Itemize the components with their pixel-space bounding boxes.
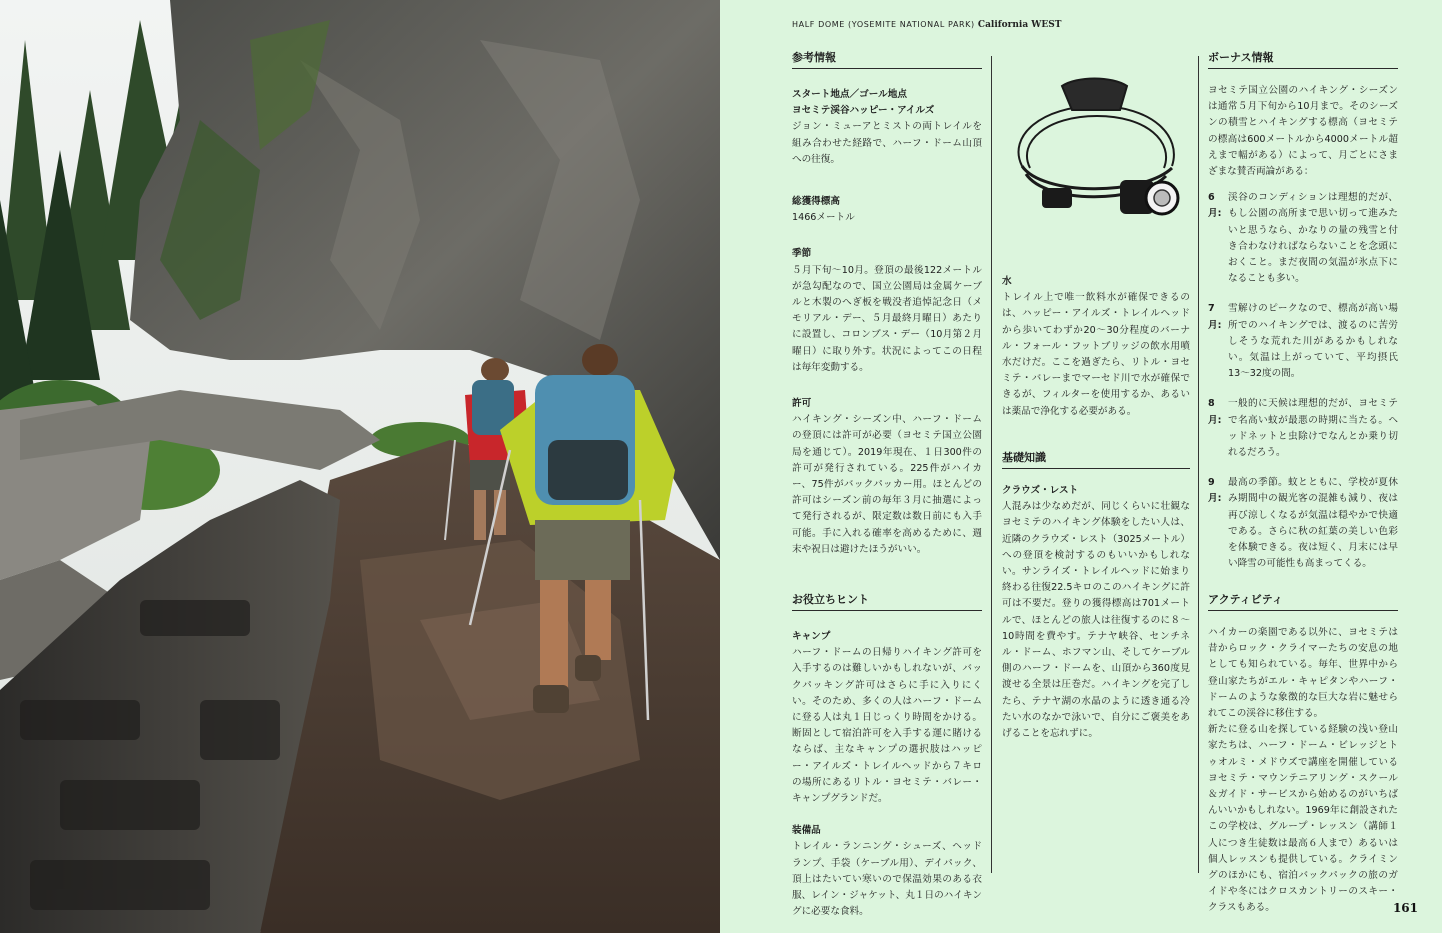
text-page	[720, 0, 1442, 933]
column-divider	[1198, 56, 1199, 873]
water-title: 水	[1002, 276, 1012, 287]
season-text: ５月下旬〜10月。登頂の最後122メートルが急勾配なので、国立公園局は金属ケーブルと木製のへぎ板を戦没者追悼記念日（メモリアル・デー、５月最終月曜日）あたりに設置し、コロンブス・デー（10月第２月曜日）に取り外す。状況によってこの日程は毎年変動する。	[792, 264, 982, 373]
season-title: 季節	[792, 248, 812, 260]
clouds-rest-block	[1002, 483, 1190, 742]
month-label: 6月:	[1208, 192, 1222, 220]
photo-illustration	[0, 0, 720, 933]
month-text: 渓谷のコンディションは理想的だが、もし公園の高所まで思い切って進みたいと思うなら、かなりの量の残雪と付き合わなければならないことを念頭におくこと。まだ夜間の気温が氷点下になることも多い。	[1228, 192, 1398, 285]
bonus-intro: ヨセミテ国立公園のハイキング・シーズンは通常５月下旬から10月まで。そのシーズンの積雪とハイキングする標高（ヨセミテの標高は600メートルから4000メートル超えまで幅がある）によって、月ごとにさまざまな賛否両論がある：	[1208, 85, 1398, 178]
month-label: 9月:	[1208, 477, 1222, 505]
headlamp-icon	[1002, 76, 1192, 226]
activity-section	[1208, 592, 1398, 917]
column-divider	[991, 56, 992, 873]
running-head-region: California WEST	[977, 20, 1062, 30]
section-heading-basics: 基礎知識	[1002, 450, 1190, 469]
month-july	[1208, 301, 1398, 382]
elevation-title: 総獲得標高	[792, 196, 840, 208]
clouds-rest-title: クラウズ・レスト	[1002, 485, 1079, 496]
start-goal-block	[792, 87, 982, 168]
page-number: 161	[1392, 901, 1418, 915]
month-label: 8月:	[1208, 398, 1222, 426]
water-block	[1002, 274, 1190, 420]
gear-block	[792, 823, 982, 920]
month-text: 最高の季節。蚊とともに、学校が夏休み期間中の観光客の混雑も減り、夜は再び涼しくなるが気温は穏やかで快適である。さらに秋の紅葉の美しい色彩を体験できる。夜は短く、月末には早い降雪の可能性も高まってくる。	[1228, 477, 1398, 570]
basics-section	[1002, 450, 1190, 758]
camp-block	[792, 629, 982, 807]
permit-text: ハイキング・シーズン中、ハーフ・ドームの登頂には許可が必要（ヨセミテ国立公園局を通じて）。2019年現在、１日300件の許可が発行されている。225件がハイカー、75件がバックパッカー用。ほとんどの許可はシーズン前の毎年３月に抽選によって発行されるが、限定数は数日前にも入手可能。手に入れる確率を高めるために、週末や祝日は避けたほうがいい。	[792, 414, 982, 555]
running-head-main: HALF DOME (YOSEMITE NATIONAL PARK)	[792, 20, 975, 29]
month-june	[1208, 190, 1398, 287]
hiking-trail-photo	[0, 0, 720, 933]
start-goal-text: ジョン・ミューアとミストの両トレイルを組み合わせた経路で、ハーフ・ドーム山頂への往復。	[792, 121, 982, 165]
section-heading-bonus: ボーナス情報	[1208, 50, 1398, 69]
running-head	[792, 20, 1061, 30]
month-september	[1208, 475, 1398, 572]
start-goal-title: スタート地点／ゴール地点	[792, 89, 907, 100]
elevation-block	[792, 194, 982, 226]
column-bonus	[1208, 50, 1398, 914]
camp-title: キャンプ	[792, 631, 831, 642]
month-label: 7月:	[1208, 303, 1222, 331]
permit-title: 許可	[792, 398, 812, 410]
gear-title: 装備品	[792, 825, 821, 837]
section-heading-activity: アクティビティ	[1208, 592, 1398, 611]
column-water-basics	[1002, 274, 1190, 740]
section-heading-tips: お役立ちヒント	[792, 592, 982, 611]
section-heading-reference: 参考情報	[792, 50, 982, 69]
activity-text-2: 新たに登る山を探している経験の浅い登山家たちは、ハーフ・ドーム・ビレッジとトゥオルミ・メドウズで講座を開催しているヨセミテ・マウンテニアリング・スクール＆ガイド・サービスから始めるのがいちばんいいかもしれない。1969年に創設されたこの学校は、グループ・レッスン（講師１人につき生徒数は最高６人まで）あるいは個人レッスンも提供している。クライミングのほかにも、宿泊バックパックの旅のガイドや冬にはクロスカントリーのスキー・クラスもある。	[1208, 724, 1398, 914]
start-goal-name: ヨセミテ渓谷ハッピー・アイルズ	[792, 105, 935, 117]
tips-section	[792, 592, 982, 933]
permit-block	[792, 396, 982, 558]
camp-text: ハーフ・ドームの日帰りハイキング許可を入手するのは難しいかもしれないが、バックパッキング許可はさらに手に入りにくい。そのため、多くの人はハーフ・ドームに登る人は丸１日じっくり時間をかける。断固として宿泊許可を入手する運に賭けるならば、主なキャンプの選択肢はハッピー・アイルズ・トレイルヘッドから７キロの場所にあるリトル・ヨセミテ・バレー・キャンプグランドだ。	[792, 647, 982, 805]
month-text: 一般的に天候は理想的だが、ヨセミテで名高い蚊が最悪の時期に当たる。ヘッドネットと虫除けでなんとか乗り切れるだろう。	[1228, 398, 1398, 459]
elevation-value: 1466メートル	[792, 212, 855, 224]
water-text: トレイル上で唯一飲料水が確保できるのは、ハッピー・アイルズ・トレイルヘッドから歩いてわずか20〜30分程度のバーナル・フォール・フットブリッジの飲水用噴水だけだ。ここを過ぎたら、リトル・ヨセミテ・バレーまでマーセド川で水が確保できるが、フィルターを使用するか、あるいは薬品で浄化する必要がある。	[1002, 292, 1190, 417]
month-text: 雪解けのピークなので、標高が高い場所でのハイキングでは、渡るのに苦労しそうな荒れた川があるかもしれない。気温は上がっていて、平均摂氏13〜32度の間。	[1228, 303, 1398, 380]
season-block	[792, 246, 982, 376]
activity-text-1: ハイカーの楽園である以外に、ヨセミテは昔からロック・クライマーたちの安息の地としても知られている。毎年、世界中から登山家たちがエル・キャピタンやハーフ・ドームのような象徴的な巨大な岩に魅せられてこの渓谷に移住する。	[1208, 627, 1398, 720]
clouds-rest-text: 人混みは少なめだが、同じくらいに壮観なヨセミテのハイキング体験をしたい人は、近隣のクラウズ・レスト（3025メートル）への登頂を検討するのもいいかもしれない。サンライズ・トレイルヘッドに始まり終わる往復22.5キロのこのハイキングに許可は不要だ。登りの獲得標高は701メートルで、ほとんどの旅人は往復するのに８〜10時間を費やす。テナヤ峡谷、センチネル・ドーム、ホフマン山、そしてケーブル側のハーフ・ドームを、山頂から360度見渡せる全景は圧巻だ。ハイキングを完了したら、テナヤ湖の水晶のように透き通る冷たい水のなかで泳いで、自分にご褒美をあげることを忘れずに。	[1002, 501, 1190, 740]
column-reference	[792, 50, 982, 918]
gear-text: トレイル・ランニング・シューズ、ヘッドランプ、手袋（ケーブル用）、デイパック、頂上はたいてい寒いので保温効果のある衣服、レイン・ジャケット、丸１日のハイキングに必要な食料。	[792, 841, 982, 918]
month-august	[1208, 396, 1398, 461]
